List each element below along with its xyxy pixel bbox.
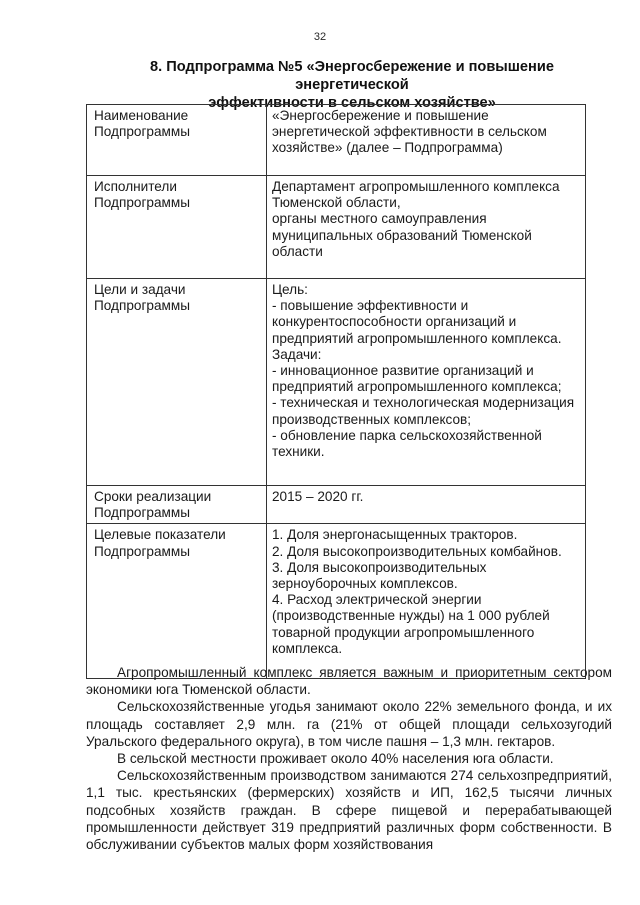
value-line: Департамент агропромышленного комплекса Тюменской области, (272, 179, 560, 211)
value-line: Цель: (272, 282, 308, 297)
section-heading-line-1: 8. Подпрограмма №5 «Энергосбережение и повышение энергетической (150, 59, 554, 93)
row-label-executors: Исполнители Подпрограммы (87, 176, 267, 279)
row-value-name (267, 105, 586, 176)
value-line: 4. Расход электрической энергии (производственные нужды) на 1 000 рублей товарной продукции агропромышленного комплекса. (272, 592, 550, 656)
value-line: 2. Доля высокопроизводительных комбайнов. (272, 543, 562, 559)
value-line: Задачи: (272, 346, 322, 362)
row-label-terms: Сроки реализации Подпрограммы (87, 486, 267, 524)
table-row-executors (87, 176, 586, 279)
row-value-terms (267, 486, 586, 524)
paragraph: Сельскохозяйственные угодья занимают около 22% земельного фонда, и их площадь составляет 2,9 млн. га (21% от общей площади сельхозугодий Уральского федерального округа), в том числе пашня – 1,3 млн. гектаров. (86, 699, 612, 749)
table-row-name (87, 105, 586, 176)
paragraph: В сельской местности проживает около 40% населения юга области. (117, 751, 554, 767)
value-line: органы местного самоуправления муниципальных образований Тюменской области (272, 211, 532, 259)
row-label-indicators: Целевые показатели Подпрограммы (87, 524, 267, 679)
table-row-indicators (87, 524, 586, 679)
row-label-name: Наименование Подпрограммы (87, 105, 267, 176)
value-line: - инновационное развитие организаций и предприятий агропромышленного комплекса; (272, 363, 562, 395)
table-row-terms (87, 486, 586, 524)
row-value-indicators (267, 524, 586, 679)
value-line: - обновление парка сельскохозяйственной техники. (272, 427, 542, 460)
value-line: «Энергосбережение и повышение энергетической эффективности в сельском хозяйстве» (далее – Подпрограмма) (272, 108, 547, 156)
row-value-executors (267, 176, 586, 279)
page-number: 32 (313, 31, 327, 43)
row-value-goals (267, 279, 586, 486)
body-text (86, 664, 612, 853)
paragraph: Агропромышленный комплекс является важным и приоритетным сектором экономики юга Тюменской области. (86, 665, 612, 698)
value-line: - повышение эффективности и конкурентоспособности организаций и предприятий агропромышленного комплекса. (272, 298, 562, 346)
row-label-goals: Цели и задачи Подпрограммы (87, 279, 267, 486)
value-line: - техническая и технологическая модернизация производственных комплексов; (272, 395, 575, 427)
subprogram-passport-table (86, 104, 586, 679)
paragraph: Сельскохозяйственным производством занимаются 274 сельхозпредприятий, 1,1 тыс. крестьянских (фермерских) хозяйств и ИП, 162,5 тысячи личных подсобных хозяйств граждан. В сфере пищевой и перерабатывающей промышленности действует 319 предприятий различных форм собственности. В обслуживании субъектов малых форм хозяйствования (86, 768, 612, 853)
section-heading-line-2: эффективности в сельском хозяйстве» (208, 95, 496, 111)
value-line: 3. Доля высокопроизводительных зерноуборочных комплексов. (272, 559, 487, 592)
value-line: 1. Доля энергонасыщенных тракторов. (272, 527, 518, 543)
table-row-goals (87, 279, 586, 486)
value-line: 2015 – 2020 гг. (272, 489, 364, 504)
